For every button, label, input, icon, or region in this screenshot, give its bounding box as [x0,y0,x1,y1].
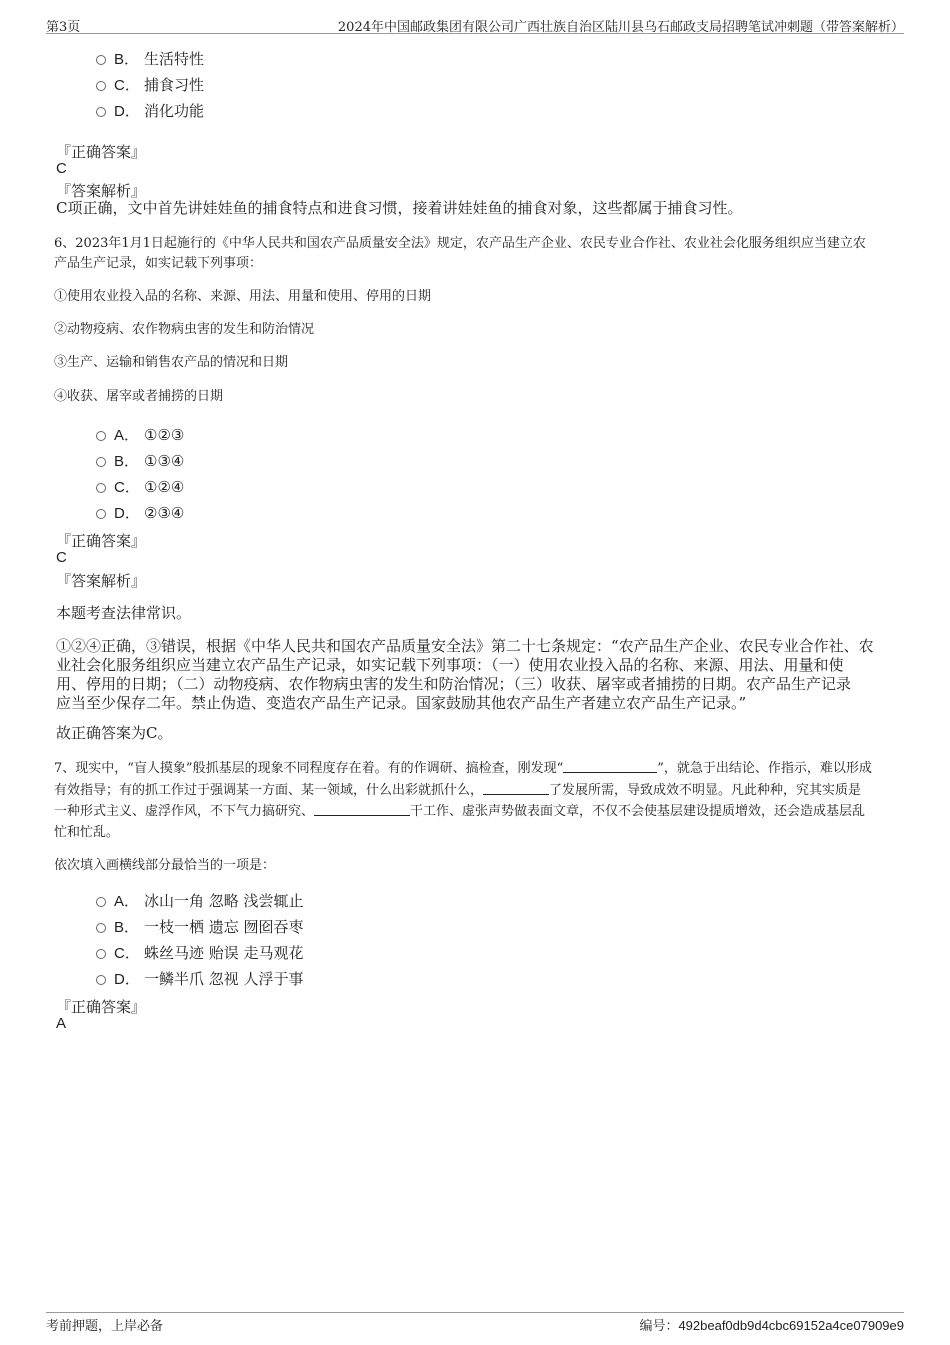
radio-icon[interactable] [96,923,106,933]
q7-answer: A [56,1015,67,1032]
q5-analysis: C项正确，文中首先讲娃娃鱼的捕食特点和进食习惯，接着讲娃娃鱼的捕食对象，这些都属于捕食习性。 [56,199,743,217]
radio-icon[interactable] [96,457,106,467]
q7-stem-line2: 有效指导；有的抓工作过于强调某一方面、某一领域，什么出彩就抓什么， 了发展所需，导致成效不明显。凡此种种，究其实质是 [54,783,862,798]
document-code: 编号：492beaf0db9d4cbc69152a4ce07909e9 [639,1318,904,1333]
q6-option-a[interactable]: A． ①②③ [96,424,184,445]
radio-icon[interactable] [96,81,106,91]
q6-analysis-line2: 业社会化服务组织应当建立农产品生产记录，如实记载下列事项：（一）使用农业投入品的名称、来源、用法、用量和使 [56,656,844,674]
page-footer [46,1312,904,1334]
q6-item-3: ③生产、运输和销售农产品的情况和日期 [54,355,289,370]
q6-answer: C [56,549,67,566]
q7-answer-label: 『正确答案』 [56,998,147,1016]
radio-icon[interactable] [96,107,106,117]
q6-analysis-line1: ①②④正确，③错误，根据《中华人民共和国农产品质量安全法》第二十七条规定：“农产品生产企业、农民专业合作社、农 [56,637,874,655]
q6-option-c[interactable]: C． ①②④ [96,476,184,497]
q6-option-d[interactable]: D． ②③④ [96,502,184,523]
page-header [46,14,904,34]
radio-icon[interactable] [96,897,106,907]
q6-item-1: ①使用农业投入品的名称、来源、用法、用量和使用、停用的日期 [54,289,432,304]
q7-stem-line1: 7、现实中，“盲人摸象”般抓基层的现象不同程度存在着。有的作调研、搞检查，刚发现“ ”，就急于出结论、作指示，难以形成 [54,761,872,776]
q7-option-b[interactable]: B． 一枝一栖 遗忘 囫囵吞枣 [96,916,304,937]
q5-answer-label: 『正确答案』 [56,143,147,161]
q5-option-b[interactable]: B． 生活特性 [96,48,204,69]
q6-item-2: ②动物疫病、农作物病虫害的发生和防治情况 [54,322,315,337]
radio-icon[interactable] [96,483,106,493]
q6-analysis-intro: 本题考查法律常识。 [56,604,192,622]
q7-stem-line4: 忙和忙乱。 [54,825,120,840]
q6-analysis-label: 『答案解析』 [56,572,147,590]
page-number: 第3页 [46,20,81,35]
radio-icon[interactable] [96,509,106,519]
q5-answer: C [56,160,67,177]
q6-item-4: ④收获、屠宰或者捕捞的日期 [54,389,224,404]
blank-2 [483,782,549,795]
q7-option-a[interactable]: A． 冰山一角 忽略 浅尝辄止 [96,890,304,911]
radio-icon[interactable] [96,949,106,959]
q7-stem-line3: 一种形式主义、虚浮作风，不下气力搞研究、 干工作、虚张声势做表面文章，不仅不会使基层建设提质增效，还会造成基层乱 [54,804,866,819]
blank-3 [314,803,410,816]
q6-analysis-line4: 应当至少保存二年。禁止伪造、变造农产品生产记录。国家鼓励其他农产品生产者建立农产品生产记录。” [56,694,747,712]
q7-option-c[interactable]: C． 蛛丝马迹 贻误 走马观花 [96,942,304,963]
q6-stem-line2: 产品生产记录，如实记载下列事项： [54,256,263,271]
q5-option-d[interactable]: D． 消化功能 [96,100,204,121]
q6-analysis-line3: 用、停用的日期；（二）动物疫病、农作物病虫害的发生和防治情况；（三）收获、屠宰或者捕捞的日期。农产品生产记录 [56,675,852,693]
q5-analysis-label: 『答案解析』 [56,182,147,200]
radio-icon[interactable] [96,431,106,441]
q6-option-b[interactable]: B． ①③④ [96,450,184,471]
q5-option-c[interactable]: C． 捕食习性 [96,74,204,95]
q7-option-d[interactable]: D． 一鳞半爪 忽视 人浮于事 [96,968,304,989]
q7-prompt: 依次填入画横线部分最恰当的一项是： [54,858,276,873]
q6-answer-label: 『正确答案』 [56,532,147,550]
q6-analysis-conclusion: 故正确答案为C。 [56,724,173,742]
footer-slogan: 考前押题，上岸必备 [46,1319,164,1334]
document-title: 2024年中国邮政集团有限公司广西壮族自治区陆川县乌石邮政支局招聘笔试冲刺题（带答案解析） [337,20,904,35]
q6-stem-line1: 6、2023年1月1日起施行的《中华人民共和国农产品质量安全法》规定，农产品生产企业、农民专业合作社、农业社会化服务组织应当建立农 [54,236,866,251]
radio-icon[interactable] [96,975,106,985]
radio-icon[interactable] [96,55,106,65]
blank-1 [563,760,657,773]
